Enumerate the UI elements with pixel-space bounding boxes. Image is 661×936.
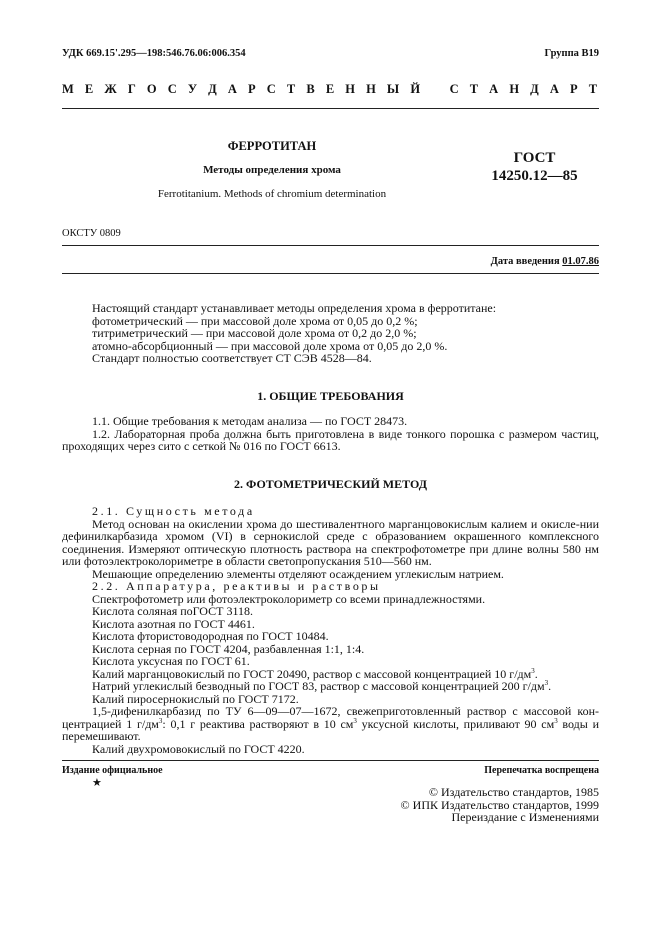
section2-heading: 2. ФОТОМЕТРИЧЕСКИЙ МЕТОД bbox=[234, 477, 427, 491]
reagent-item: Кислота уксусная по ГОСТ 61. bbox=[92, 654, 250, 668]
intro-block bbox=[62, 302, 599, 365]
effective-date-value: 01.07.86 bbox=[562, 256, 599, 267]
method-principle-paragraph: Метод основан на окислении хрома до шестивалентного марганцовокислым калием и окисле-нии дефинилкарбазида хромом (VI) в сернокислой среде с образованием окрашенного комплексного соединения. Измеряют оптическую плотность раствора на спектрофотометре при длине волны 580 нм или фотоэлектроколориметре в области светопропускания 510—560 нм. bbox=[62, 516, 599, 568]
udk-code: УДК 669.15'.295—198:546.76.06:006.354 bbox=[62, 48, 246, 59]
reagent-item: Калий двухромовокислый по ГОСТ 4220. bbox=[92, 741, 305, 756]
interference-paragraph: Мешающие определению элементы отделяют осаждением углекислым натрием. bbox=[92, 566, 504, 581]
section1-body bbox=[62, 415, 599, 453]
effective-date-label: Дата введения bbox=[490, 256, 560, 267]
title-rule bbox=[62, 245, 599, 246]
copyright-line: © ИПК Издательство стандартов, 1999 bbox=[400, 797, 599, 812]
group-code: Группа В19 bbox=[544, 48, 599, 59]
english-title: Ferrotitanium. Methods of chromium determination bbox=[157, 188, 387, 200]
subsection-2-2-title: 2.2. Аппаратура, реактивы и растворы bbox=[92, 579, 381, 593]
intro-line: атомно-абсорбционный — при массовой доле хрома от 0,05 до 2,0 %. bbox=[92, 338, 448, 353]
intro-line: титриметрический — при массовой доле хрома от 0,2 до 2,0 %; bbox=[92, 326, 417, 340]
footer-rule bbox=[62, 760, 599, 761]
copyright-line: © Издательство стандартов, 1985 bbox=[428, 785, 599, 799]
reagent-item: Кислота азотная по ГОСТ 4461. bbox=[92, 616, 255, 631]
reagent-item: Калий пиросернокислый по ГОСТ 7172. bbox=[92, 691, 299, 706]
section1-paragraph: 1.1. Общие требования к методам анализа — по ГОСТ 28473. bbox=[92, 414, 408, 428]
intro-line: фотометрический — при массовой доле хрома от 0,05 до 0,2 %; bbox=[92, 313, 418, 328]
official-edition-label: Издание официальное bbox=[62, 765, 163, 776]
section1-heading: 1. ОБЩИЕ ТРЕБОВАНИЯ bbox=[257, 389, 404, 403]
subsection-2-1-title: 2.1. Сущность метода bbox=[92, 504, 255, 518]
interstate-standard-banner: М Е Ж Г О С У Д А Р С Т В Е Н Н Ы Й С Т А Н Д А Р Т bbox=[62, 82, 599, 96]
reprint-notice: Перепечатка воспрещена bbox=[484, 765, 599, 776]
reagent-item: Кислота серная по ГОСТ 4204, разбавленная 1:1, 1:4. bbox=[92, 641, 365, 656]
reagent-item-diphenylcarbazide: 1,5-дифенилкарбазид по ТУ 6—09—07—1672, свежеприготовленный раствор с массовой кон-центрацией 1 $г/дм^3$: 0,1 г реактива растворяют в 10 $см^3$ уксусной кислоты, приливают 90 $см^3$ воды и перемешивают. bbox=[62, 704, 599, 743]
gost-number: 14250.12—85 bbox=[491, 168, 578, 184]
reagent-item: Кислота соляная поГОСТ 3118. bbox=[92, 604, 254, 618]
reagent-item: Спектрофотометр или фотоэлектроколориметр со всеми принадлежностями. bbox=[92, 591, 486, 606]
section1-paragraph: 1.2. Лабораторная проба должна быть приготовлена в виде тонкого порошка с размером частиц, проходящих через сито с сеткой № 016 по ГОСТ 6613. bbox=[62, 426, 599, 453]
reagent-item: Кислота фтористоводородная по ГОСТ 10484. bbox=[92, 629, 329, 643]
date-rule bbox=[62, 273, 599, 274]
okstu-code: ОКСТУ 0809 bbox=[62, 228, 121, 239]
effective-date bbox=[491, 256, 599, 267]
gost-label: ГОСТ bbox=[513, 150, 556, 166]
reagent-item-kmno4: Калий марганцовокислый по ГОСТ 20490, раствор с массовой концентрацией 10 $г/дм^3$. bbox=[92, 666, 538, 681]
star-icon: ★ bbox=[92, 777, 102, 789]
document-title: ФЕРРОТИТАН bbox=[227, 139, 317, 153]
intro-line: Настоящий стандарт устанавливает методы определения хрома в ферротитане: bbox=[92, 301, 497, 315]
reissue-note: Переиздание с Изменениями bbox=[451, 810, 599, 824]
intro-line: Стандарт полностью соответствует СТ СЭВ 4528—84. bbox=[92, 351, 372, 365]
copyright-block bbox=[401, 786, 599, 824]
top-rule bbox=[62, 108, 599, 109]
reagent-item-na2co3: Натрий углекислый безводный по ГОСТ 83, раствор с массовой концентрацией 200 $г/дм^3$. bbox=[92, 679, 552, 693]
section2-body bbox=[62, 505, 599, 755]
document-subtitle: Методы определения хрома bbox=[203, 164, 341, 176]
